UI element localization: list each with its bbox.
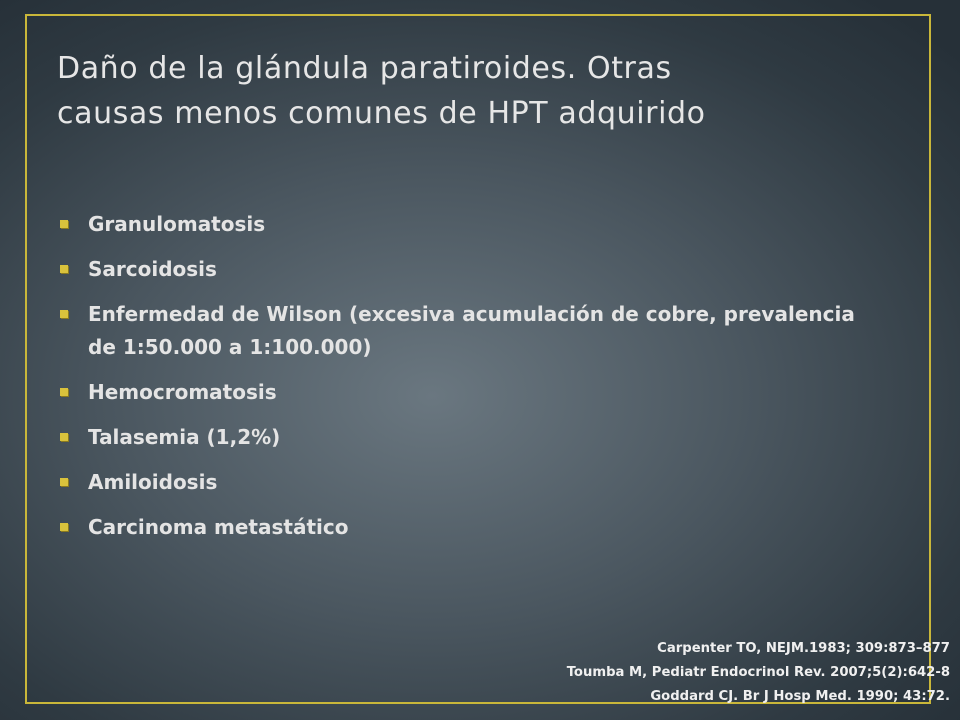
bullet-item	[58, 208, 858, 241]
square-bullet-icon	[60, 523, 68, 531]
slide-title-line-2: causas menos comunes de HPT adquirido	[57, 96, 706, 131]
references-block	[567, 637, 950, 709]
reference-line: Toumba M, Pediatr Endocrinol Rev. 2007;5(2):642-8	[566, 665, 950, 680]
bullet-item	[58, 298, 858, 364]
square-bullet-icon	[60, 220, 68, 228]
bullet-list	[58, 208, 858, 556]
bullet-text: Talasemia (1,2%)	[88, 425, 281, 449]
bullet-text: Sarcoidosis	[88, 257, 217, 281]
square-bullet-icon	[60, 265, 68, 273]
slide-title	[57, 46, 897, 136]
bullet-item	[58, 511, 858, 544]
bullet-text: Enfermedad de Wilson (excesiva acumulación de cobre, prevalencia de 1:50.000 a 1:100.000)	[88, 302, 855, 359]
bullet-item	[58, 376, 858, 409]
reference-line: Goddard CJ. Br J Hosp Med. 1990; 43:72.	[650, 689, 950, 704]
bullet-item	[58, 466, 858, 499]
slide-title-line-1: Daño de la glándula paratiroides. Otras	[57, 51, 672, 86]
bullet-item	[58, 253, 858, 286]
bullet-item	[58, 421, 858, 454]
bullet-text: Hemocromatosis	[88, 380, 277, 404]
reference-line: Carpenter TO, NEJM.1983; 309:873–877	[657, 641, 950, 656]
square-bullet-icon	[60, 310, 68, 318]
square-bullet-icon	[60, 388, 68, 396]
square-bullet-icon	[60, 478, 68, 486]
bullet-text: Amiloidosis	[88, 470, 218, 494]
square-bullet-icon	[60, 433, 68, 441]
bullet-text: Granulomatosis	[88, 212, 266, 236]
bullet-text: Carcinoma metastático	[88, 515, 349, 539]
